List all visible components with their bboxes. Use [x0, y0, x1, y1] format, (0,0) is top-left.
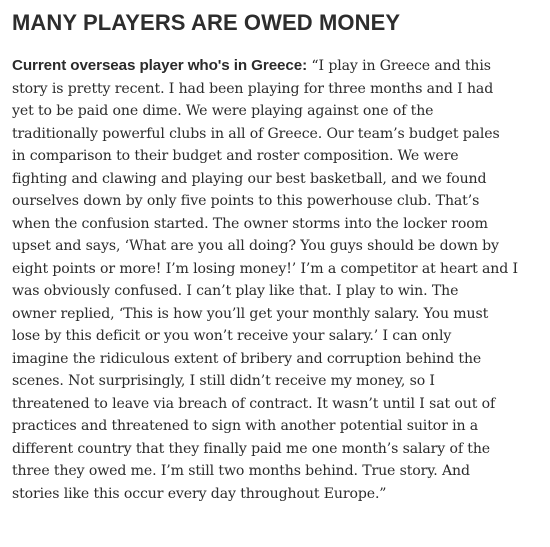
quote-line-first: [12, 55, 538, 78]
speaker-label: Current overseas player who's in Greece: [12, 57, 303, 74]
quote-paragraph: [12, 55, 538, 505]
quote-line: eight points or more! I’m losing money!’ I’m a competitor at heart and I: [12, 260, 518, 277]
quote-line: when the confusion started. The owner storms into the locker room: [12, 215, 488, 232]
quote-line-text: “I play in Greece and this: [307, 58, 491, 74]
quote-line: owner replied, ‘This is how you’ll get your monthly salary. You must: [12, 305, 489, 322]
article: [12, 10, 538, 505]
speaker-separator: :: [302, 57, 308, 74]
quote-line: story is pretty recent. I had been playing for three months and I had: [12, 80, 494, 97]
quote-line: upset and says, ‘What are you all doing? You guys should be down by: [12, 238, 499, 254]
quote-line: lose by this deficit or you won’t receive your salary.’ I can only: [12, 328, 452, 344]
quote-line: in comparison to their budget and roster composition. We were: [12, 148, 459, 164]
quote-line: stories like this occur every day throughout Europe.”: [12, 485, 387, 502]
quote-line: was obviously confused. I can’t play like that. I play to win. The: [12, 283, 459, 299]
quote-line: scenes. Not surprisingly, I still didn’t receive my money, so I: [12, 373, 435, 389]
quote-line: ourselves down by only five points to this powerhouse club. That’s: [12, 193, 480, 209]
article-heading: MANY PLAYERS ARE OWED MONEY: [12, 10, 401, 35]
quote-line: three they owed me. I’m still two months behind. True story. And: [12, 463, 470, 479]
quote-line: fighting and clawing and playing our best basketball, and we found: [12, 170, 487, 187]
quote-line: threatened to leave via breach of contract. It wasn’t until I sat out of: [12, 395, 496, 412]
quote-line: yet to be paid one dime. We were playing against one of the: [12, 103, 434, 119]
quote-line: imagine the ridiculous extent of bribery and corruption behind the: [12, 350, 482, 367]
quote-line: practices and threatened to sign with another potential suitor in a: [12, 418, 479, 434]
quote-line: different country that they finally paid me one month’s salary of the: [12, 440, 491, 457]
quote-line: traditionally powerful clubs in all of Greece. Our team’s budget pales: [12, 125, 500, 142]
